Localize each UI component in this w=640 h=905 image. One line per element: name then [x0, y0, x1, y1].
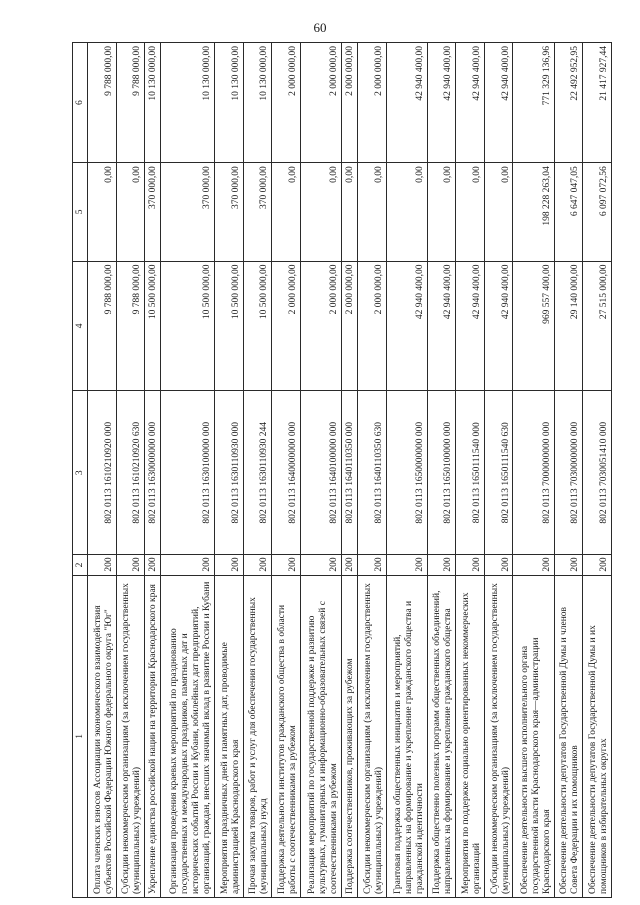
budget-table: [72, 42, 612, 898]
cell-c6: 21 417 927,44: [583, 43, 612, 163]
cell-code2: 200: [161, 555, 215, 575]
cell-c6: 10 130 000,00: [145, 43, 161, 163]
cell-code2: 200: [88, 555, 117, 575]
cell-c4: 2 000 000,00: [300, 261, 341, 391]
table-row: [554, 43, 583, 898]
cell-name: Субсидии некоммерческим организациям (за исключением государственных (муниципальных) учреждений): [484, 575, 513, 897]
table-row: [427, 43, 456, 898]
col-header: 5: [73, 163, 88, 261]
cell-c4: 29 140 000,00: [554, 261, 583, 391]
cell-c5: 0,00: [300, 163, 341, 261]
cell-c6: 771 329 136,96: [513, 43, 554, 163]
col-header: 3: [73, 391, 88, 555]
cell-code2: 200: [341, 555, 357, 575]
cell-c6: 10 130 000,00: [243, 43, 272, 163]
cell-name: Поддержка соотечественников, проживающих за рубежом: [341, 575, 357, 897]
cell-c5: 370 000,00: [243, 163, 272, 261]
cell-c4: 10 500 000,00: [145, 261, 161, 391]
cell-c4: 2 000 000,00: [357, 261, 386, 391]
cell-c5: 0,00: [272, 163, 301, 261]
cell-code2: 200: [300, 555, 341, 575]
cell-c5: 6 097 072,56: [583, 163, 612, 261]
cell-c6: 9 788 000,00: [88, 43, 117, 163]
cell-c6: 9 788 000,00: [116, 43, 145, 163]
table-row: [583, 43, 612, 898]
cell-name: Мероприятия по поддержке социально ориентированных некоммерческих организаций: [456, 575, 485, 897]
table-row: [243, 43, 272, 898]
cell-name: Поддержка общественно полезных программ общественных объединений, направленных на формирование и укрепление гражданского общества: [427, 575, 456, 897]
cell-name: Прочая закупка товаров, работ и услуг для обеспечения государственных (муниципальных) нужд: [243, 575, 272, 897]
cell-c4: 10 500 000,00: [243, 261, 272, 391]
cell-c5: 0,00: [456, 163, 485, 261]
cell-c6: 10 130 000,00: [161, 43, 215, 163]
cell-code: 802 0113 1630000000 000: [145, 391, 161, 555]
cell-name: Обеспечение деятельности депутатов Государственной Думы и членов Совета Федерации и их помощников: [554, 575, 583, 897]
cell-c5: 370 000,00: [214, 163, 243, 261]
cell-c6: 42 940 400,00: [484, 43, 513, 163]
cell-c4: 42 940 400,00: [386, 261, 427, 391]
cell-c5: 370 000,00: [145, 163, 161, 261]
cell-c5: 0,00: [341, 163, 357, 261]
cell-code2: 200: [427, 555, 456, 575]
cell-c4: 10 500 000,00: [214, 261, 243, 391]
cell-c5: 6 647 047,05: [554, 163, 583, 261]
cell-code2: 200: [456, 555, 485, 575]
table-row: [161, 43, 215, 898]
cell-code2: 200: [484, 555, 513, 575]
page-number: 60: [313, 20, 327, 35]
table-row: [456, 43, 485, 898]
rotated-table-frame: [72, 42, 612, 898]
cell-c6: 2 000 000,00: [357, 43, 386, 163]
cell-code: 802 0113 1640110350 630: [357, 391, 386, 555]
table-row: [116, 43, 145, 898]
cell-code: 802 0113 1640000000 000: [272, 391, 301, 555]
cell-c5: 0,00: [427, 163, 456, 261]
cell-code2: 200: [513, 555, 554, 575]
cell-c4: 9 788 000,00: [116, 261, 145, 391]
cell-name: Грантовая поддержка общественных инициатив и мероприятий, направленных на формирование и укрепление гражданского общества и гражданской идентичности: [386, 575, 427, 897]
table-row: [386, 43, 427, 898]
cell-c4: 42 940 400,00: [456, 261, 485, 391]
col-header: 4: [73, 261, 88, 391]
cell-name: Оплата членских взносов Ассоциации экономического взаимодействия субъектов Российской Федерации Южного федерального округа "Юг": [88, 575, 117, 897]
cell-c4: 969 557 400,00: [513, 261, 554, 391]
col-header: 2: [73, 555, 88, 575]
cell-code: 802 0113 1650100000 000: [427, 391, 456, 555]
cell-code: 802 0113 7000000000 000: [513, 391, 554, 555]
cell-c4: 42 940 400,00: [427, 261, 456, 391]
table-container: [72, 42, 612, 898]
cell-c4: 2 000 000,00: [272, 261, 301, 391]
table-row: [341, 43, 357, 898]
cell-code: 802 0113 1640110350 000: [341, 391, 357, 555]
cell-code: 802 0113 1650000000 000: [386, 391, 427, 555]
cell-code: 802 0113 1630100000 000: [161, 391, 215, 555]
cell-c5: 370 000,00: [161, 163, 215, 261]
cell-code2: 200: [583, 555, 612, 575]
cell-c4: 2 000 000,00: [341, 261, 357, 391]
cell-code: 802 0113 1650111540 630: [484, 391, 513, 555]
cell-c4: 10 500 000,00: [161, 261, 215, 391]
cell-name: Поддержка деятельности институтов гражданского общества в области работы с соотечественниками за рубежом: [272, 575, 301, 897]
cell-code: 802 0113 1640100000 000: [300, 391, 341, 555]
cell-c5: 0,00: [116, 163, 145, 261]
cell-c5: 0,00: [386, 163, 427, 261]
cell-c5: 0,00: [88, 163, 117, 261]
cell-c6: 2 000 000,00: [341, 43, 357, 163]
table-row: [272, 43, 301, 898]
cell-code2: 200: [272, 555, 301, 575]
cell-name: Укрепление единства российской нации на территории Краснодарского края: [145, 575, 161, 897]
cell-code: 802 0113 7030051410 000: [583, 391, 612, 555]
table-row: [513, 43, 554, 898]
cell-c4: 42 940 400,00: [484, 261, 513, 391]
cell-code2: 200: [145, 555, 161, 575]
cell-name: Мероприятия праздничных дней и памятных дат, проводимые администрацией Краснодарского края: [214, 575, 243, 897]
header-row: [73, 43, 88, 898]
table-body: [88, 43, 612, 898]
table-row: [88, 43, 117, 898]
cell-c6: 2 000 000,00: [300, 43, 341, 163]
cell-c6: 42 940 400,00: [386, 43, 427, 163]
cell-code2: 200: [243, 555, 272, 575]
cell-name: Организация проведения краевых мероприятий по празднованию государственных и международных праздников, памятных дат и исторических событий России и Кубани, юбилейных дат предприятий, организаций, граждан, внесших значимый вклад в развитие России и Кубани: [161, 575, 215, 897]
cell-c6: 10 130 000,00: [214, 43, 243, 163]
cell-code2: 200: [357, 555, 386, 575]
cell-code2: 200: [214, 555, 243, 575]
cell-name: Реализация мероприятий по государственной поддержке и развитию культурных, гуманитарных и информационно-образовательных связей с соотечественниками за рубежом: [300, 575, 341, 897]
cell-c5: 0,00: [484, 163, 513, 261]
table-row: [300, 43, 341, 898]
cell-c5: 0,00: [357, 163, 386, 261]
cell-name: Субсидии некоммерческим организациям (за исключением государственных (муниципальных) учреждений): [357, 575, 386, 897]
cell-code2: 200: [116, 555, 145, 575]
col-header: 6: [73, 43, 88, 163]
cell-c5: 198 228 263,04: [513, 163, 554, 261]
cell-c6: 42 940 400,00: [427, 43, 456, 163]
table-row: [357, 43, 386, 898]
table-row: [145, 43, 161, 898]
cell-name: Обеспечение деятельности депутатов Государственной Думы и их помощников в избирательных округах: [583, 575, 612, 897]
cell-code: 802 0113 1630110930 244: [243, 391, 272, 555]
cell-c4: 9 788 000,00: [88, 261, 117, 391]
table-row: [484, 43, 513, 898]
cell-code: 802 0113 7030000000 000: [554, 391, 583, 555]
table-row: [214, 43, 243, 898]
cell-name: Обеспечение деятельности высшего исполнительного органа государственной власти Краснодарского края—администрации Краснодарского края: [513, 575, 554, 897]
cell-code2: 200: [386, 555, 427, 575]
cell-code: 802 0113 1650111540 000: [456, 391, 485, 555]
cell-code: 802 0113 1610210920 000: [88, 391, 117, 555]
cell-code: 802 0113 1610210920 630: [116, 391, 145, 555]
cell-c6: 42 940 400,00: [456, 43, 485, 163]
cell-c6: 2 000 000,00: [272, 43, 301, 163]
cell-c4: 27 515 000,00: [583, 261, 612, 391]
cell-name: Субсидии некоммерческим организациям (за исключением государственных (муниципальных) учреждений): [116, 575, 145, 897]
cell-code: 802 0113 1630110930 000: [214, 391, 243, 555]
col-header: 1: [73, 575, 88, 897]
cell-c6: 22 492 952,95: [554, 43, 583, 163]
cell-code2: 200: [554, 555, 583, 575]
